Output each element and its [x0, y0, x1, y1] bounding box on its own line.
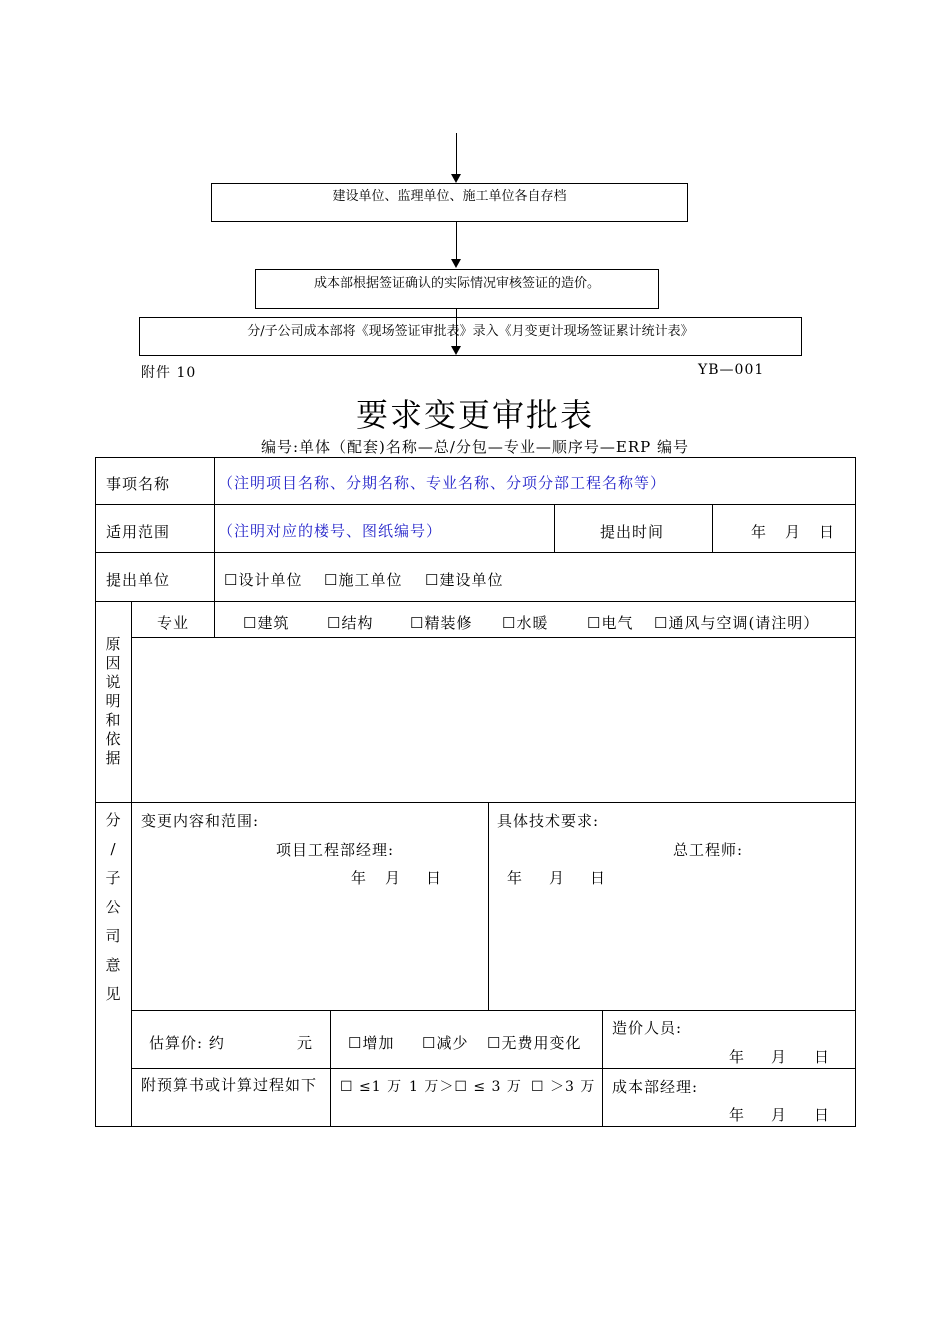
page-title: 要求变更审批表 — [355, 396, 594, 434]
range-over-3w-checkbox[interactable]: ☐ ＞3 万 — [531, 1079, 596, 1095]
flow-box-record — [139, 317, 802, 356]
pm-date-day: 日 — [426, 869, 443, 887]
submit-time-month: 月 — [785, 523, 802, 541]
flow-box-archive — [211, 183, 688, 222]
major-structure-checkbox[interactable]: ☐结构 — [327, 614, 374, 632]
pm-date-month: 月 — [385, 869, 402, 887]
attachment-label: 附件 10 — [141, 365, 197, 381]
estimate-unit: 元 — [297, 1034, 314, 1052]
major-architecture-checkbox[interactable]: ☐建筑 — [243, 614, 290, 632]
submit-unit-label: 提出单位 — [106, 571, 171, 589]
major-label: 专业 — [157, 614, 190, 632]
scope-hint[interactable]: （注明对应的楼号、图纸编号） — [218, 522, 443, 540]
change-increase-checkbox[interactable]: ☐增加 — [348, 1034, 395, 1052]
budget-label: 附预算书或计算过程如下 — [141, 1076, 318, 1094]
change-decrease-checkbox[interactable]: ☐减少 — [422, 1034, 469, 1052]
cost-manager-date-year: 年 — [729, 1106, 746, 1124]
project-manager-label: 项目工程部经理: — [276, 841, 395, 859]
submit-unit-owner-checkbox[interactable]: ☐建设单位 — [425, 571, 504, 589]
major-finishing-checkbox[interactable]: ☐精装修 — [410, 614, 473, 632]
submit-time-label: 提出时间 — [600, 523, 665, 541]
range-under-1w-checkbox[interactable]: ☐ ≤1 万 — [340, 1079, 403, 1095]
flow-connector — [456, 133, 457, 175]
pm-date-year: 年 — [351, 869, 368, 887]
tech-requirements-label: 具体技术要求: — [497, 812, 600, 830]
cost-staff-date-day: 日 — [814, 1048, 831, 1066]
submit-unit-design-checkbox[interactable]: ☐设计单位 — [224, 571, 303, 589]
major-electrical-checkbox[interactable]: ☐电气 — [587, 614, 634, 632]
submit-time-day: 日 — [819, 523, 836, 541]
form-code: YB—001 — [698, 362, 765, 378]
range-1w-3w-checkbox[interactable]: 1 万＞☐ ≤ 3 万 — [409, 1079, 522, 1095]
flow-connector — [456, 222, 457, 260]
ce-date-month: 月 — [549, 869, 566, 887]
item-name-hint[interactable]: （注明项目名称、分期名称、专业名称、分项分部工程名称等） — [218, 474, 667, 492]
flow-box-review — [255, 269, 659, 309]
flow-box-record-text: 分/子公司成本部将《现场签证审批表》录入《月变更计现场签证累计统计表》 — [247, 324, 694, 339]
arrow-down-icon — [451, 259, 461, 268]
reason-text-area[interactable] — [132, 638, 855, 801]
flow-box-archive-text: 建设单位、监理单位、施工单位各自存档 — [332, 189, 567, 204]
estimate-label: 估算价: 约 — [149, 1034, 225, 1052]
major-plumbing-checkbox[interactable]: ☐水暖 — [502, 614, 549, 632]
cost-manager-date-day: 日 — [814, 1106, 831, 1124]
arrow-down-icon — [451, 346, 461, 355]
cost-staff-date-year: 年 — [729, 1048, 746, 1066]
cost-staff-label: 造价人员: — [612, 1019, 683, 1037]
change-content-label: 变更内容和范围: — [141, 812, 260, 830]
cost-manager-label: 成本部经理: — [612, 1078, 699, 1096]
chief-engineer-label: 总工程师: — [673, 841, 744, 859]
cost-staff-date-month: 月 — [771, 1048, 788, 1066]
arrow-down-icon — [451, 174, 461, 183]
flow-box-review-text: 成本部根据签证确认的实际情况审核签证的造价。 — [313, 276, 600, 291]
item-name-label: 事项名称 — [106, 475, 171, 493]
change-none-checkbox[interactable]: ☐无费用变化 — [487, 1034, 582, 1052]
cost-manager-date-month: 月 — [771, 1106, 788, 1124]
flow-connector — [456, 309, 457, 346]
major-hvac-checkbox[interactable]: ☐通风与空调(请注明） — [654, 614, 820, 632]
scope-label: 适用范围 — [106, 523, 171, 541]
submit-unit-construction-checkbox[interactable]: ☐施工单位 — [324, 571, 403, 589]
form-subtitle: 编号:单体（配套)名称—总/分包—专业—顺序号—ERP 编号 — [260, 438, 690, 456]
ce-date-year: 年 — [507, 869, 524, 887]
ce-date-day: 日 — [590, 869, 607, 887]
submit-time-year: 年 — [751, 523, 768, 541]
